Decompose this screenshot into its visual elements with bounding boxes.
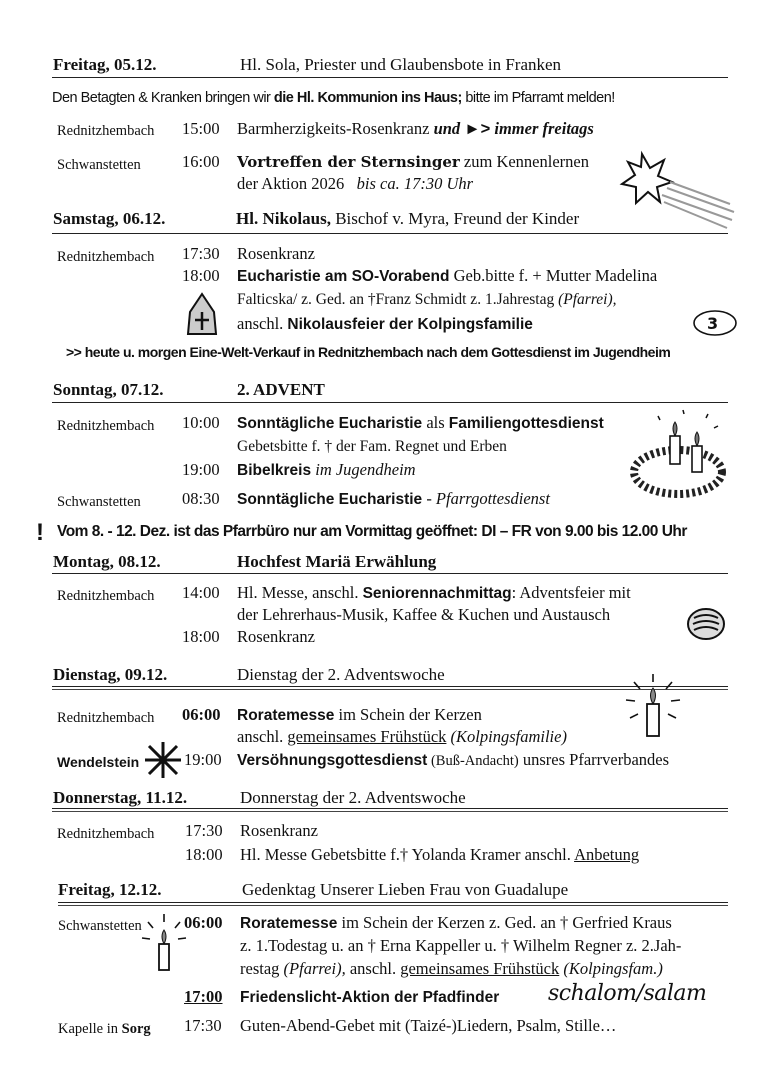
event-text: Sonntägliche Eucharistie als Familiengottesdienst (237, 413, 604, 432)
badge-3-icon (690, 308, 740, 338)
day-header-date: Sonntag, 07.12. (53, 380, 164, 399)
shalom-salam-handwriting: schalom/salam (548, 981, 707, 1006)
exclamation-icon: ! (36, 519, 44, 546)
event-location: Rednitzhembach (57, 249, 155, 265)
event-text-cont: der Lehrerhaus-Musik, Kaffee & Kuchen und Austausch (237, 605, 611, 624)
event-time: 18:00 (182, 627, 220, 646)
event-location: Rednitzhembach (57, 826, 155, 842)
event-text: Sonntägliche Eucharistie - Pfarrgottesdienst (237, 489, 550, 508)
event-time: 17:30 (182, 244, 220, 263)
event-text-cont: restag (Pfarrei), anschl. gemeinsames Frühstück (Kolpingsfam.) (240, 959, 663, 978)
event-time: 19:00 (182, 460, 220, 479)
day-header-date: Montag, 08.12. (53, 552, 161, 571)
event-text-cont: z. 1.Todestag u. an † Erna Kappeller u. † Wilhelm Regner z. 2.Jah- (240, 936, 682, 955)
event-text: Rosenkranz (237, 627, 315, 646)
event-time: 17:30 (185, 821, 223, 840)
day-header-date: Freitag, 12.12. (58, 880, 162, 899)
day-header-date: Freitag, 05.12. (53, 55, 157, 74)
event-text: Friedenslicht-Aktion der Pfadfinder (240, 989, 500, 1006)
event-location: Schwanstetten (57, 157, 141, 173)
event-time: 17:00 (184, 987, 223, 1006)
candle-small-icon (138, 912, 190, 978)
day-header-title: Gedenktag Unserer Lieben Frau von Guadalupe (242, 880, 569, 899)
event-text: Rosenkranz (240, 821, 318, 840)
event-text: Rosenkranz (237, 244, 315, 263)
day-header-date: Donnerstag, 11.12. (53, 788, 188, 807)
event-location: Wendelstein (57, 754, 140, 770)
event-text: Barmherzigkeits-Rosenkranz und ►> immer freitags (237, 119, 594, 138)
shooting-star-icon (612, 140, 742, 235)
divider (52, 573, 728, 574)
day-header-title: Hl. Sola, Priester und Glaubensbote in Franken (240, 55, 562, 74)
event-text: Roratemesse im Schein der Kerzen z. Ged. an † Gerfried Kraus (240, 913, 672, 932)
candle-icon (620, 670, 686, 750)
svg-text:3: 3 (707, 314, 719, 333)
event-location: Kapelle in Sorg (58, 1021, 151, 1037)
home-communion-notice: Den Betagten & Kranken bringen wir die Hl. Kommunion ins Haus; bitte im Pfarramt melden! (52, 90, 615, 106)
event-location: Schwanstetten (58, 918, 142, 934)
event-time: 18:00 (185, 845, 223, 864)
office-hours-notice: Vom 8. - 12. Dez. ist das Pfarrbüro nur am Vormittag geöffnet: DI – FR von 9.00 bis 12.00 Uhr (57, 523, 687, 540)
event-time: 19:00 (184, 750, 222, 769)
event-time: 15:00 (182, 119, 220, 138)
event-text: Versöhnungsgottesdienst (Buß-Andacht) unsres Pfarrverbandes (237, 750, 670, 769)
coffee-cup-icon (684, 604, 730, 644)
day-header-date: Samstag, 06.12. (53, 209, 166, 228)
event-text: Guten-Abend-Gebet mit (Taizé-)Liedern, Psalm, Stille… (240, 1016, 617, 1035)
divider (52, 233, 728, 234)
event-text: Hl. Messe, anschl. Seniorennachmittag: Adventsfeier mit (237, 583, 631, 602)
day-header-title: Dienstag der 2. Adventswoche (237, 665, 445, 684)
cross-star-icon (142, 740, 184, 780)
day-header-title: 2. ADVENT (237, 380, 325, 399)
divider (52, 402, 728, 403)
day-header-title: Hl. Nikolaus, Bischof v. Myra, Freund der Kinder (236, 209, 580, 228)
event-text-cont: Falticska/ z. Ged. an †Franz Schmidt z. 1.Jahrestag (Pfarrei), (237, 291, 617, 308)
event-text: Eucharistie am SO-Vorabend Geb.bitte f. + Mutter Madelina (237, 266, 658, 285)
event-location: Rednitzhembach (57, 123, 155, 139)
event-text: Hl. Messe Gebetsbitte f.† Yolanda Kramer anschl. Anbetung (240, 845, 640, 864)
advent-wreath-icon (628, 408, 728, 503)
event-text-cont: anschl. gemeinsames Frühstück (Kolpingsfamilie) (237, 727, 567, 746)
event-text-cont: anschl. Nikolausfeier der Kolpingsfamilie (237, 314, 533, 333)
event-time: 06:00 (184, 913, 223, 932)
nikolaus-mitre-icon (182, 290, 222, 340)
event-text-cont: der Aktion 2026 bis ca. 17:30 Uhr (237, 174, 474, 193)
event-time: 16:00 (182, 152, 220, 171)
day-header-date: Dienstag, 09.12. (53, 665, 168, 684)
event-time: 14:00 (182, 583, 220, 602)
event-time: 10:00 (182, 413, 220, 432)
one-world-sale-notice: >> heute u. morgen Eine-Welt-Verkauf in Rednitzhembach nach dem Gottesdienst im Jugendheim (66, 344, 671, 360)
event-location: Rednitzhembach (57, 710, 155, 726)
event-text: Vortreffen der Sternsinger zum Kennenlernen (237, 152, 589, 171)
divider (52, 77, 728, 78)
event-time: 08:30 (182, 489, 220, 508)
event-text-cont: Gebetsbitte f. † der Fam. Regnet und Erben (237, 438, 507, 455)
event-location: Rednitzhembach (57, 588, 155, 604)
day-header-title: Hochfest Mariä Erwählung (237, 552, 437, 571)
event-location: Rednitzhembach (57, 418, 155, 434)
divider (58, 902, 728, 906)
event-text: Bibelkreis im Jugendheim (237, 460, 416, 479)
event-location: Schwanstetten (57, 494, 141, 510)
event-text: Roratemesse im Schein der Kerzen (237, 705, 482, 724)
event-time: 17:30 (184, 1016, 222, 1035)
day-header-title: Donnerstag der 2. Adventswoche (240, 788, 466, 807)
event-time: 06:00 (182, 705, 221, 724)
divider (52, 808, 728, 812)
event-time: 18:00 (182, 266, 220, 285)
